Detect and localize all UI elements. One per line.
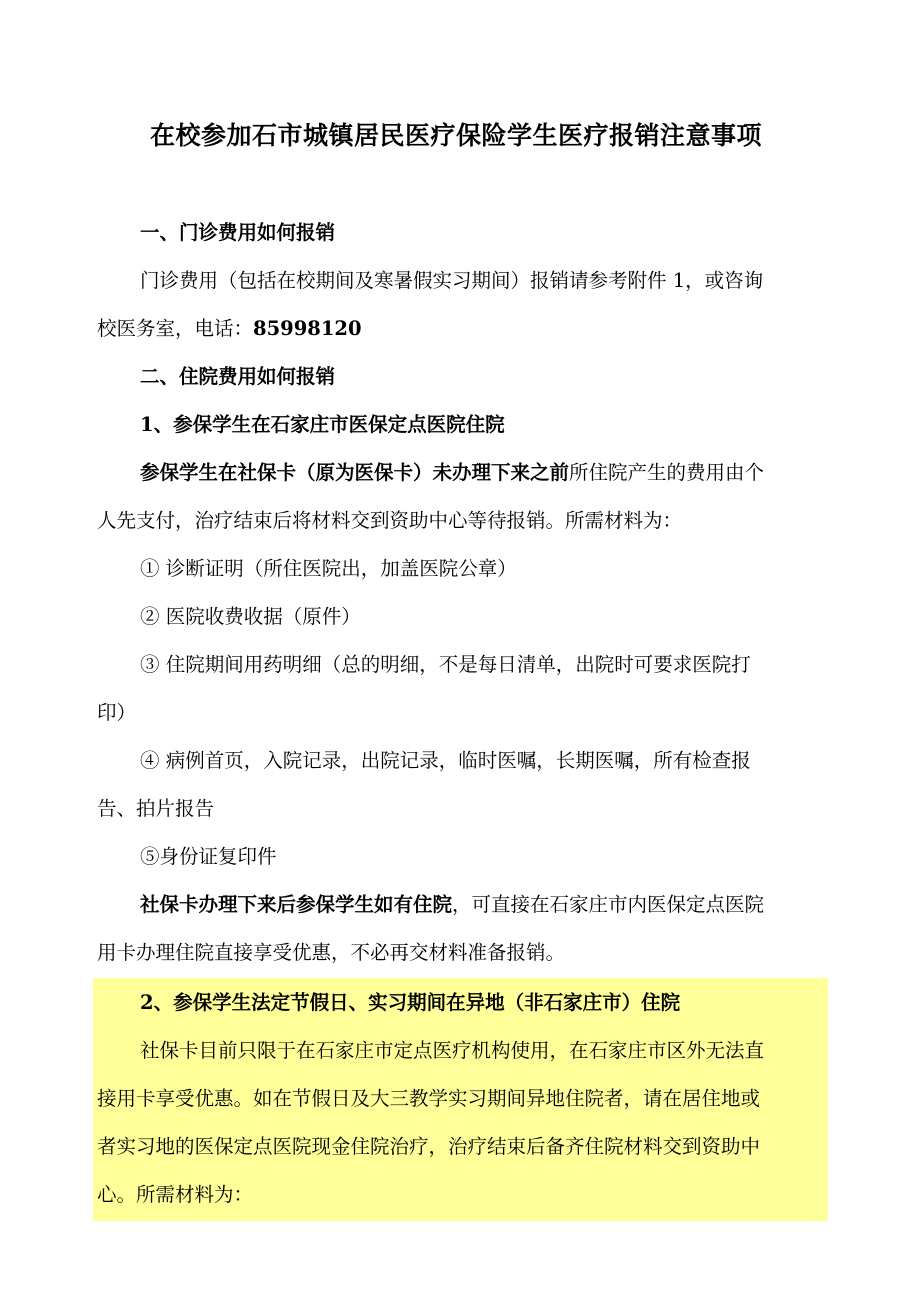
- subsection2-line1: 社保卡目前只限于在石家庄市定点医疗机构使用，在石家庄市区外无法直: [140, 1039, 765, 1062]
- para1-rest-text: 所住院产生的费用由个: [569, 461, 765, 484]
- subsection1-para1-line1: [140, 460, 764, 486]
- material-item-2: ② 医院收费收据（原件）: [140, 605, 361, 628]
- document-title: 在校参加石市城镇居民医疗保险学生医疗报销注意事项: [150, 121, 763, 150]
- subsection2-line3: 者实习地的医保定点医院现金住院治疗，治疗结束后备齐住院材料交到资助中: [97, 1135, 761, 1158]
- subsection2-line2: 接用卡享受优惠。如在节假日及大三教学实习期间异地住院者，请在居住地或: [97, 1087, 761, 1110]
- section1-line1: 门诊费用（包括在校期间及寒暑假实习期间）报销请参考附件 1，或咨询: [140, 269, 764, 292]
- material-item-1: ① 诊断证明（所住医院出，加盖医院公章）: [140, 557, 517, 580]
- subsection1-heading: 1、参保学生在石家庄市医保定点医院住院: [140, 413, 505, 436]
- material-item-5: ⑤身份证复印件: [140, 845, 277, 868]
- phone-number: 85998120: [253, 317, 362, 340]
- material-item-4: ④ 病例首页，入院记录，出院记录，临时医嘱，长期医嘱，所有检查报: [140, 749, 751, 772]
- subsection1-para2-line2: 用卡办理住院直接享受优惠，不必再交材料准备报销。: [97, 941, 566, 964]
- subsection1-para2-line1: [140, 892, 764, 918]
- subsection1-para1-line2: 人先支付，治疗结束后将材料交到资助中心等待报销。所需材料为：: [97, 509, 683, 532]
- para2-bold-text: 社保卡办理下来后参保学生如有住院: [140, 893, 453, 916]
- subsection2-heading: 2、参保学生法定节假日、实习期间在异地（非石家庄市）住院: [140, 991, 681, 1014]
- material-item-4-cont: 告、拍片报告: [97, 797, 215, 820]
- subsection2-line4: 心。所需材料为：: [97, 1183, 254, 1206]
- para2-rest-text: ，可直接在石家庄市内医保定点医院: [452, 893, 765, 916]
- section1-heading: 一、门诊费用如何报销: [140, 221, 336, 244]
- material-item-3: ③ 住院期间用药明细（总的明细，不是每日清单，出院时可要求医院打: [140, 653, 751, 676]
- section1-line2-prefix: 校医务室，电话：: [97, 317, 254, 340]
- para1-bold-text: 参保学生在社保卡（原为医保卡）未办理下来之前: [140, 461, 570, 484]
- section2-heading: 二、住院费用如何报销: [140, 365, 336, 388]
- section1-line2: [97, 316, 362, 342]
- material-item-3-cont: 印）: [97, 701, 137, 724]
